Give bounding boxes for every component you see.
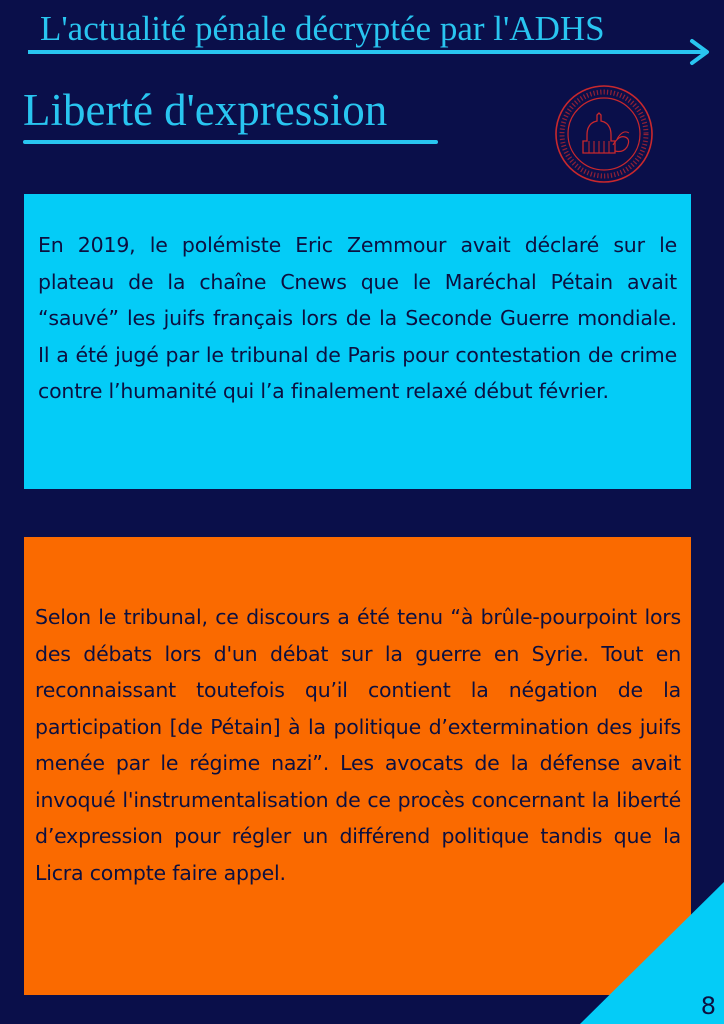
adhs-seal-logo [553,83,655,185]
title-underline [23,140,438,144]
header-title: L'actualité pénale décryptée par l'ADHS [40,9,605,48]
arrow-right-icon [28,36,714,66]
page-title: Liberté d'expression [23,85,388,135]
page-number: 8 [700,992,716,1020]
detail-text-box: Selon le tribunal, ce discours a été tenu “à brûle-pourpoint lors des débats lors d'un débat sur la guerre en Syrie. Tout en reconnaissant toutefois qu’il contient la négation de la participation [de Pétain] à la politique d’extermination des juifs menée par le régime nazi”. Les avocats de la défense avait invoqué l'instrumentalisation de ce procès concernant la liberté d’expression pour régler un différend politique tandis que la Licra compte faire appel. [24,537,691,995]
intro-text-box: En 2019, le polémiste Eric Zemmour avait déclaré sur le plateau de la chaîne Cnews que le Maréchal Pétain avait “sauvé” les juifs français lors de la Seconde Guerre mondiale. Il a été jugé par le tribunal de Paris pour contestation de crime contre l’humanité qui l’a finalement relaxé début février. [24,194,691,489]
